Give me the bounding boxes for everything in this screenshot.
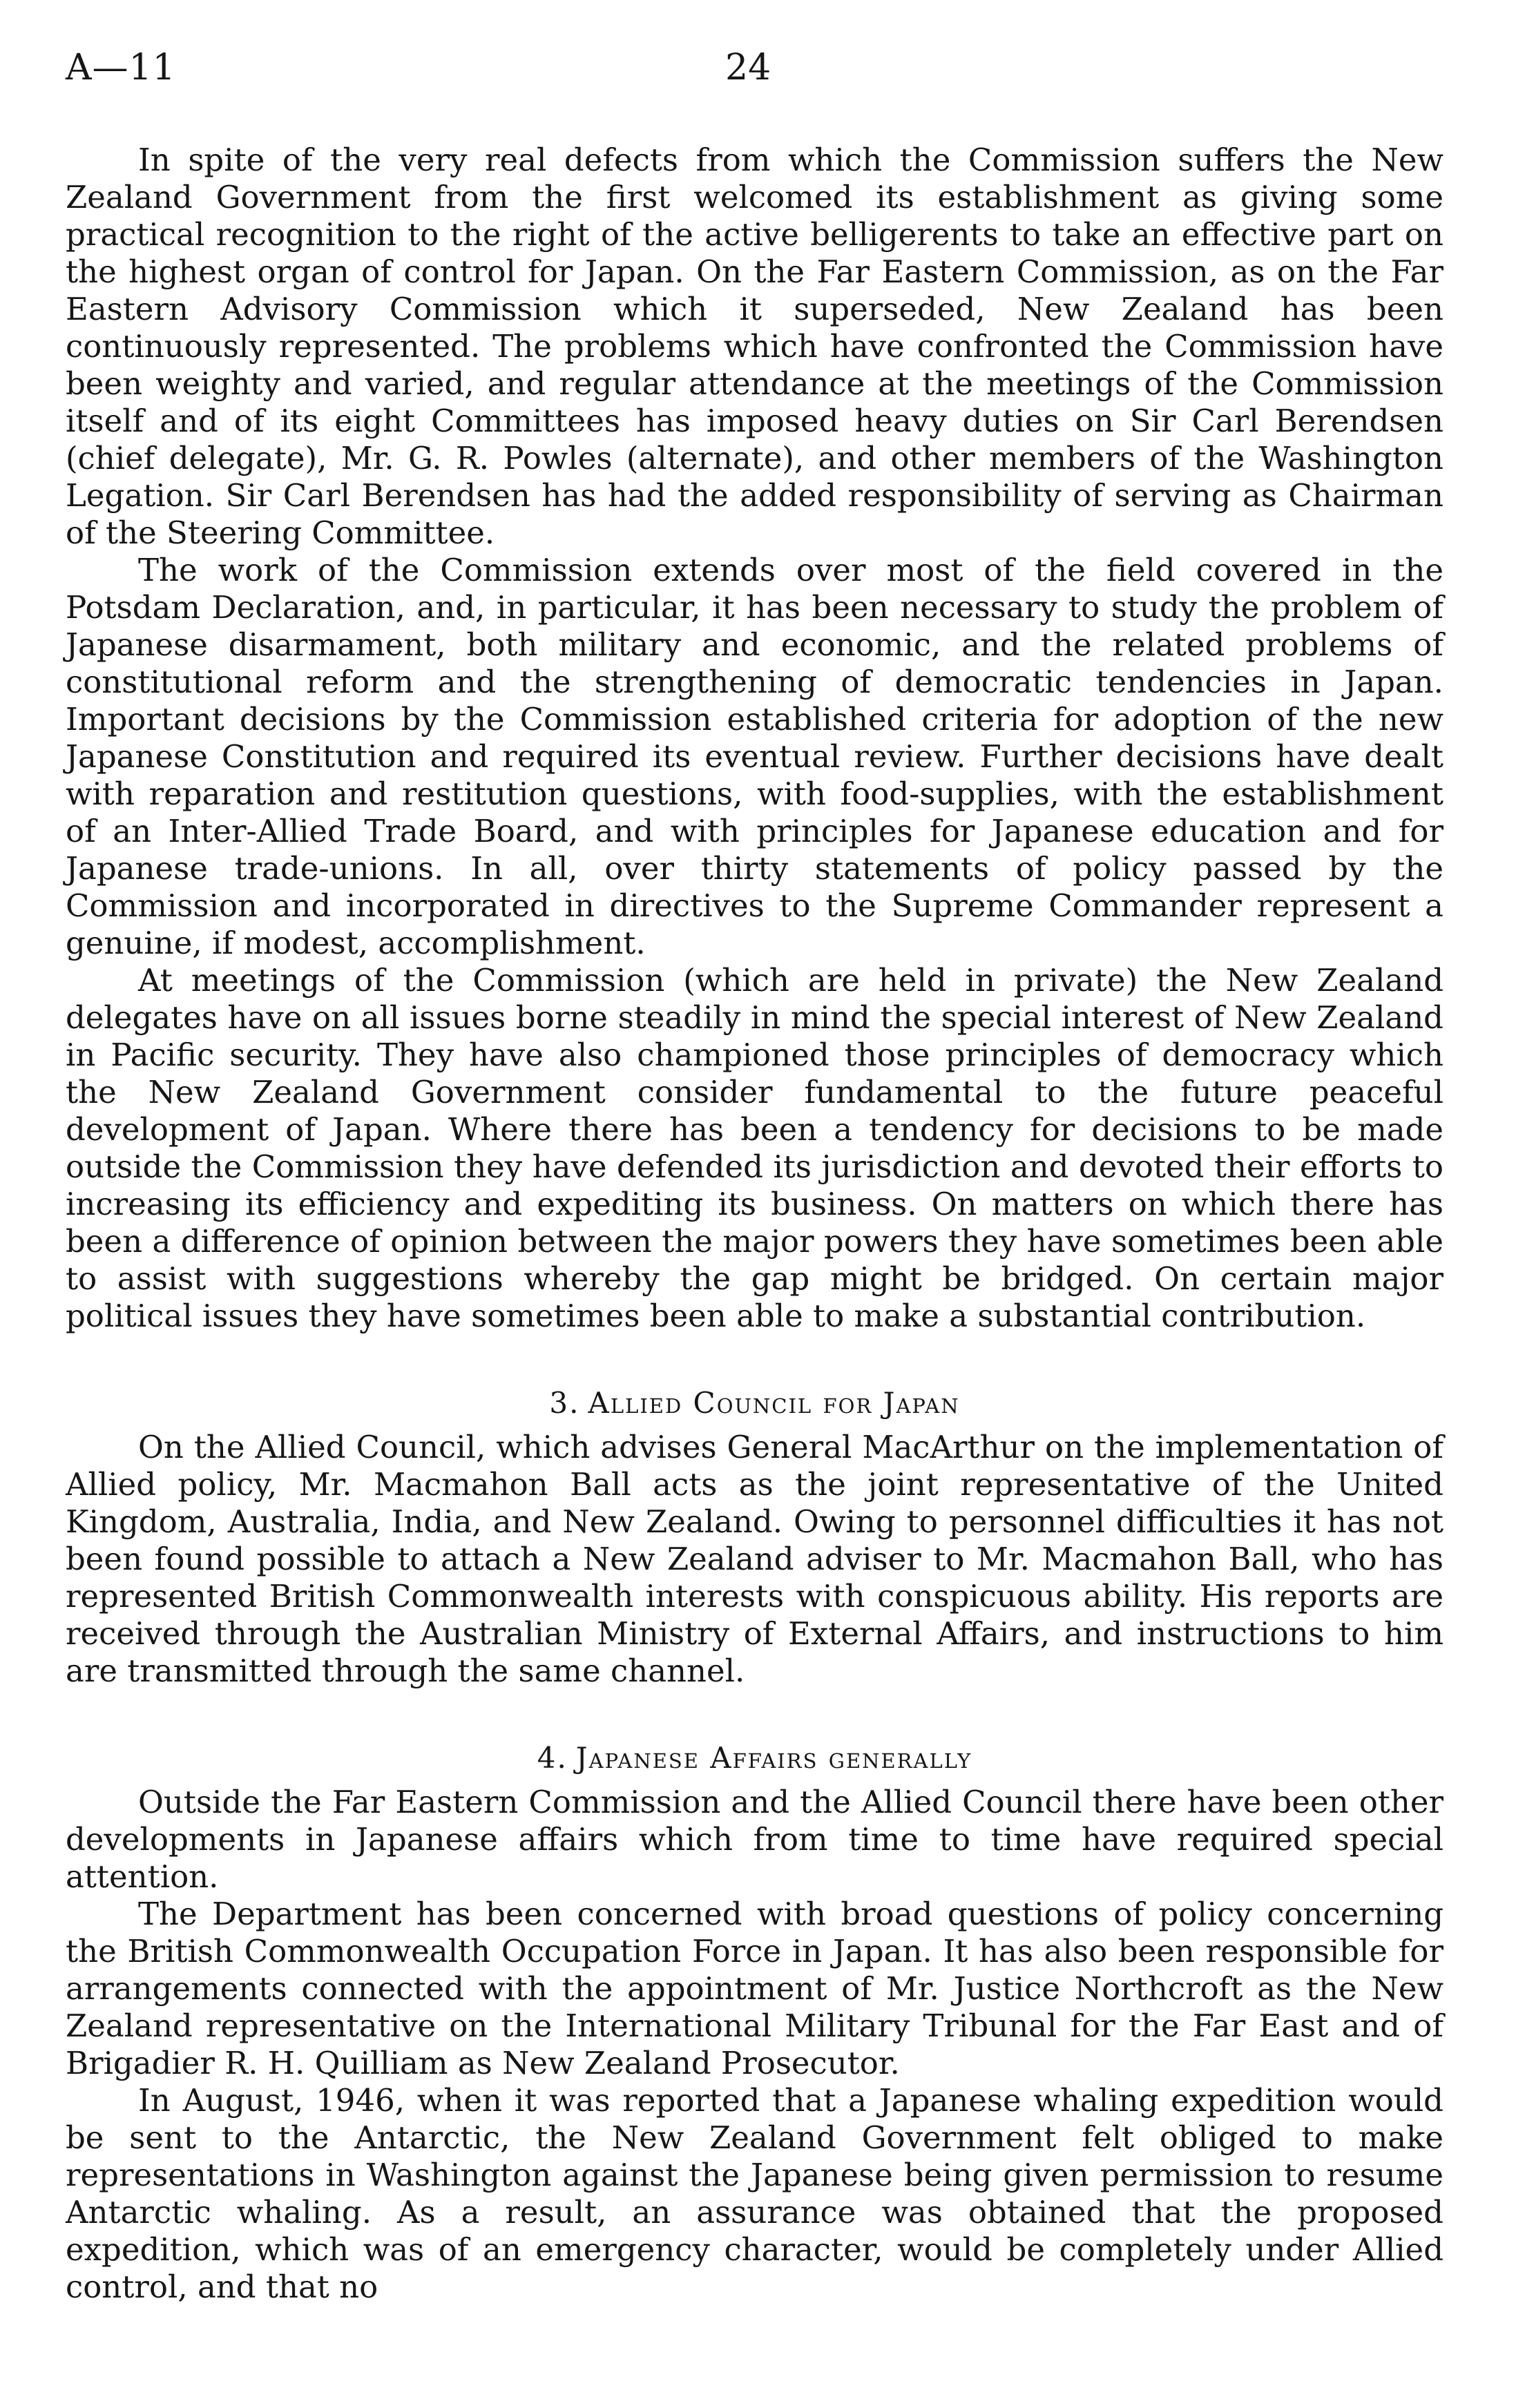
section-heading bbox=[66, 1385, 1443, 1422]
section-heading bbox=[66, 1740, 1443, 1777]
section-title: Allied Council for Japan bbox=[588, 1386, 960, 1420]
section-number: 4. bbox=[537, 1741, 568, 1775]
document-reference: A—11 bbox=[66, 47, 176, 88]
paragraph: In August, 1946, when it was reported that a Japanese whaling expedition would be sent to the Antarctic, the New Zealand Government felt obliged to make representations in Washington against the Japanese being given permission to resume Antarctic whaling. As a result, an assurance was obtained that the proposed expedition, which was of an emergency character, would be completely under Allied control, and that no bbox=[66, 2082, 1443, 2305]
paragraph: The work of the Commission extends over most of the field covered in the Potsdam Declaration, and, in particular, it has been necessary to study the problem of Japanese disarmament, both military and economic, and the related problems of constitutional reform and the strengthening of democratic tendencies in Japan. Important decisions by the Commission established criteria for adoption of the new Japanese Constitution and required its eventual review. Further decisions have dealt with reparation and restitution questions, with food-supplies, with the establishment of an Inter-Allied Trade Board, and with principles for Japanese education and for Japanese trade-unions. In all, over thirty statements of policy passed by the Commission and incorporated in directives to the Supreme Commander represent a genuine, if modest, accomplishment. bbox=[66, 552, 1443, 961]
section-number: 3. bbox=[549, 1386, 580, 1420]
paragraph: The Department has been concerned with broad questions of policy concerning the British Commonwealth Occupation Force in Japan. It has also been responsible for arrangements connected with the appointment of Mr. Justice Northcroft as the New Zealand representative on the International Military Tribunal for the Far East and of Brigadier R. H. Quilliam as New Zealand Prosecutor. bbox=[66, 1896, 1443, 2081]
paragraph: In spite of the very real defects from which the Commission suffers the New Zealand Government from the first welcomed its establishment as giving some practical recognition to the right of the active belligerents to take an effective part on the highest organ of control for Japan. On the Far Eastern Commission, as on the Far Eastern Advisory Commission which it superseded, New Zealand has been continuously represented. The problems which have confronted the Commission have been weighty and varied, and regular attendance at the meetings of the Commission itself and of its eight Committees has imposed heavy duties on Sir Carl Berendsen (chief delegate), Mr. G. R. Powles (alternate), and other members of the Washington Legation. Sir Carl Berendsen has had the added responsibility of serving as Chairman of the Steering Committee. bbox=[66, 142, 1443, 551]
body-text bbox=[66, 142, 1443, 2306]
page-header bbox=[66, 47, 1450, 102]
section-title: Japanese Affairs generally bbox=[575, 1741, 972, 1775]
paragraph: Outside the Far Eastern Commission and the Allied Council there have been other developments in Japanese affairs which from time to time have required special attention. bbox=[66, 1784, 1443, 1895]
paragraph: On the Allied Council, which advises General MacArthur on the implementation of Allied policy, Mr. Macmahon Ball acts as the joint representative of the United Kingdom, Australia, India, and New Zealand. Owing to personnel difficulties it has not been found possible to attach a New Zealand adviser to Mr. Macmahon Ball, who has represented British Commonwealth interests with conspicuous ability. His reports are received through the Australian Ministry of External Affairs, and instructions to him are transmitted through the same channel. bbox=[66, 1429, 1443, 1689]
paragraph: At meetings of the Commission (which are held in private) the New Zealand delegates have on all issues borne steadily in mind the special interest of New Zealand in Pacific security. They have also championed those principles of democracy which the New Zealand Government consider fundamental to the future peaceful development of Japan. Where there has been a tendency for decisions to be made outside the Commission they have defended its jurisdiction and devoted their efforts to increasing its efficiency and expediting its business. On matters on which there has been a difference of opinion between the major powers they have sometimes been able to assist with suggestions whereby the gap might be bridged. On certain major political issues they have sometimes been able to make a substantial contribution. bbox=[66, 962, 1443, 1334]
page-number: 24 bbox=[725, 47, 771, 88]
